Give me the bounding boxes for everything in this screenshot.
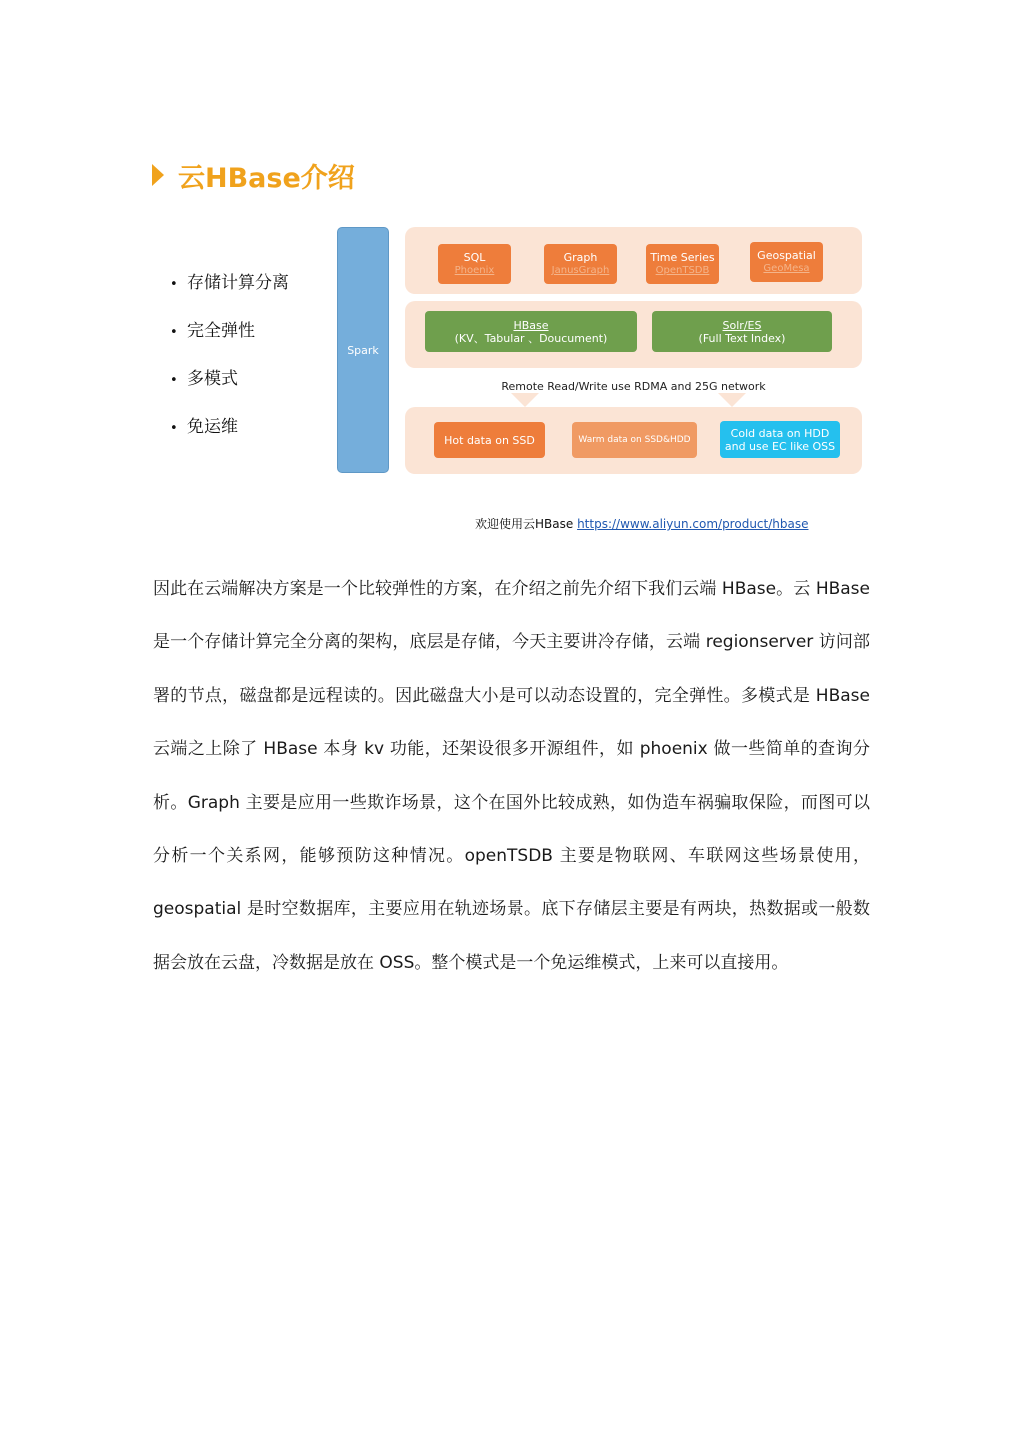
hot-data-box: Hot data on SSD — [434, 422, 545, 458]
product-link[interactable]: https://www.aliyun.com/product/hbase — [577, 517, 809, 531]
feature-item: • 完全弹性 — [170, 321, 255, 341]
feature-item: • 免运维 — [170, 417, 238, 437]
sql-box: SQL Phoenix — [438, 244, 511, 284]
feature-list — [170, 268, 289, 460]
time-series-box: Time Series OpenTSDB — [646, 244, 719, 284]
title-arrow-icon — [152, 164, 164, 186]
bullet-icon: • — [170, 421, 178, 436]
graph-box: Graph JanusGraph — [544, 244, 617, 284]
figure-caption: 欢迎使用云HBase https://www.aliyun.com/product/hbase — [475, 517, 809, 531]
bullet-icon: • — [170, 277, 178, 292]
solr-box: Solr/ES (Full Text Index) — [652, 311, 832, 352]
hbase-box: HBase (KV、Tabular 、Doucument) — [425, 311, 637, 352]
geospatial-box: Geospatial GeoMesa — [750, 242, 823, 282]
slide-figure — [150, 140, 870, 545]
down-arrow-icon — [511, 393, 539, 407]
bullet-icon: • — [170, 373, 178, 388]
feature-item: • 多模式 — [170, 369, 238, 389]
spark-bar: Spark — [337, 227, 389, 473]
network-note: Remote Read/Write use RDMA and 25G network — [501, 380, 766, 393]
down-arrow-icon — [718, 393, 746, 407]
warm-data-box: Warm data on SSD&HDD — [572, 422, 697, 458]
slide-title: 云HBase介绍 — [178, 163, 355, 194]
cold-data-box: Cold data on HDD and use EC like OSS — [720, 421, 840, 458]
body-paragraph: 因此在云端解决方案是一个比较弹性的方案，在介绍之前先介绍下我们云端 HBase。云 HBase 是一个存储计算完全分离的架构，底层是存储，今天主要讲冷存储，云端 regionserver 访问部署的节点，磁盘都是远程读的。因此磁盘大小是可以动态设置的，完全弹性。多模式是 HBase 云端之上除了 HBase 本身 kv 功能，还架设很多开源组件，如 phoenix 做一些简单的查询分析。Graph 主要是应用一些欺诈场景，这个在国外比较成熟，如伪造车祸骗取保险，而图可以分析一个关系网，能够预防这种情况。openTSDB 主要是物联网、车联网这些场景使用，geospatial 是时空数据库，主要应用在轨迹场景。底下存储层主要是有两块，热数据或一般数据会放在云盘，冷数据是放在 OSS。整个模式是一个免运维模式，上来可以直接用。 — [153, 579, 870, 973]
bullet-icon: • — [170, 325, 178, 340]
feature-item: • 存储计算分离 — [170, 273, 289, 293]
